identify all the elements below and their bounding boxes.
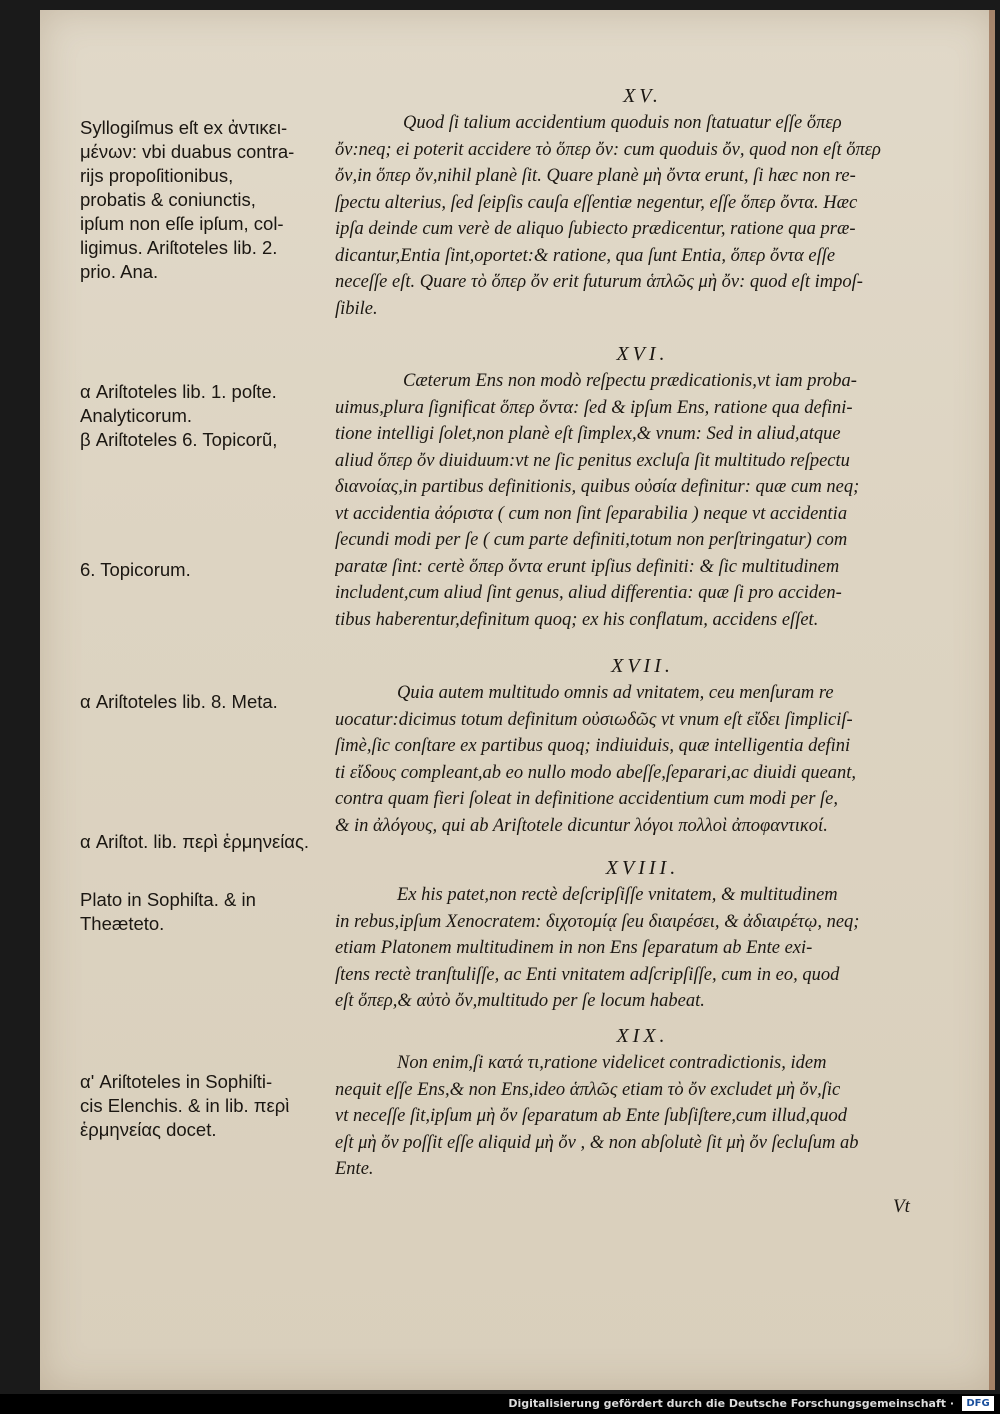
text-line: Ex his patet,non rectè deſcripſiſſe vnitatem, & multitudinem	[397, 885, 838, 905]
text-line: ipſa deinde cum verè de aliquo ſubiecto prædicentur, ratione qua præ-	[335, 219, 856, 239]
text-line: uimus,plura ſignificat ὅπερ ὄντα: ſed & ipſum Ens, ratione qua defini-	[335, 397, 853, 418]
section-heading-xix: XIX.	[616, 1025, 669, 1047]
text-line: tione intelligi ſolet,non planè eſt ſimplex,& vnum: Sed in aliud,atque	[335, 424, 841, 444]
margin-note-elenchis	[80, 1070, 330, 1142]
footer-credit: Digitalisierung gefördert durch die Deutsche Forschungsgemeinschaft ·	[508, 1397, 954, 1410]
text-line: ὄν,in ὅπερ ὄν,nihil planè ſit. Quare planè μὴ ὄντα erunt, ſi hæc non re-	[335, 166, 856, 186]
text-line: ſpectu alterius, ſed ſeipſis cauſa eſſentiæ negentur, eſſe ὅπερ ὄντα. Hæc	[335, 192, 858, 213]
margin-note-hermeneias	[80, 830, 330, 854]
margin-line: Syllogiſmus eſt ex ἀντικει-	[80, 117, 288, 138]
text-line: etiam Platonem multitudinem in non Ens ſeparatum ab Ente exi-	[335, 938, 813, 958]
text-line: contra quam fieri ſoleat in definitione accidentium cum modi per ſe,	[335, 789, 839, 809]
margin-line: α Ariſtot. lib. περὶ ἑρμηνείας.	[80, 831, 310, 852]
section-heading-xvii: XVII.	[611, 655, 674, 677]
text-line: ὄν:neq; ei poterit accidere τὸ ὅπερ ὄν: cum quoduis ὄν, quod non eſt ὅπερ	[335, 139, 881, 160]
section-text-xvii	[335, 680, 950, 839]
section-heading-xviii: XVIII.	[605, 857, 680, 879]
text-line: uocatur:dicimus totum definitum οὐσιωδῶς vt vnum eſt εἴδει ſimpliciſ-	[335, 709, 853, 730]
text-line: ſimè,ſic conſtare ex partibus quoq; indiuiduis, quæ intelligentia defini	[335, 736, 851, 756]
text-line: eſt ὅπερ,& αὐτὸ ὄν,multitudo per ſe locum habeat.	[335, 991, 705, 1011]
footer-bar	[0, 1394, 1000, 1414]
margin-line: Theæteto.	[80, 913, 165, 934]
text-line: neceſſe eſt. Quare τὸ ὅπερ ὄν erit futurum ἁπλῶς μὴ ὄν: quod eſt impoſ-	[335, 272, 863, 292]
section-text-xviii	[335, 882, 950, 1015]
margin-note-topicorum	[80, 558, 330, 582]
margin-line: 6. Topicorum.	[80, 559, 191, 580]
text-line: & in ἀλόγους, qui ab Ariſtotele dicuntur λόγοι πολλοὶ ἀποφαντικοί.	[335, 815, 828, 836]
text-line: Quia autem multitudo omnis ad vnitatem, ceu menſuram re	[397, 683, 834, 703]
text-line: in rebus,ipſum Xenocratem: διχοτομίᾳ ſeu διαιρέσει, & ἀδιαιρέτῳ, neq;	[335, 911, 860, 932]
text-line: tibus haberentur,definitum quoq; ex his conflatum, accidens eſſet.	[335, 609, 819, 630]
text-line: dicantur,Entia ſint,oportet:& ratione, qua ſunt Entia, ὅπερ ὄντα eſſe	[335, 245, 836, 266]
margin-note-plato	[80, 888, 330, 936]
margin-line: α Ariſtoteles lib. 8. Meta.	[80, 691, 278, 712]
text-line: διανοίας,in partibus definitionis, quibus οὐσία definitur: quæ cum neq;	[335, 477, 860, 497]
margin-line: prio. Ana.	[80, 261, 159, 282]
text-line: ſibile.	[335, 298, 378, 319]
text-line: includent,cum aliud ſint genus, aliud differentia: quæ ſi pro acciden-	[335, 583, 842, 603]
catchword: Vt	[893, 1196, 910, 1217]
text-line: vt accidentia ἀόριστα ( cum non ſint ſeparabilia ) neque vt accidentia	[335, 503, 848, 524]
section-heading-xvi: XVI.	[616, 343, 669, 365]
text-line: aliud ὅπερ ὄν diuiduum:vt ne ſic penitus excluſa ſit multitudo reſpectu	[335, 450, 850, 471]
text-line: Ente.	[335, 1159, 374, 1179]
margin-line: ἑρμηνείας docet.	[80, 1119, 217, 1140]
margin-line: Analyticorum.	[80, 405, 193, 426]
margin-note-syllogismus	[80, 116, 330, 284]
margin-line: rijs propoſitionibus,	[80, 165, 234, 186]
text-line: Non enim,ſi κατά τι,ratione videlicet contradictionis, idem	[397, 1053, 827, 1073]
dfg-logo: DFG	[962, 1396, 994, 1411]
text-line: paratæ ſint: certè ὅπερ ὄντα erunt ipſius definiti: & ſic multitudinem	[335, 556, 840, 577]
text-line: eſt μὴ ὄν poſſit eſſe aliquid μὴ ὄν , & non abſolutè ſit μὴ ὄν ſecluſum ab	[335, 1132, 859, 1153]
margin-line: cis Elenchis. & in lib. περὶ	[80, 1095, 290, 1116]
section-heading-xv: XV.	[623, 85, 662, 107]
margin-note-meta	[80, 690, 330, 714]
margin-line: ligimus. Ariſtoteles lib. 2.	[80, 237, 278, 258]
margin-line: β Ariſtoteles 6. Topicorũ,	[80, 429, 278, 450]
margin-line: Plato in Sophiſta. & in	[80, 889, 256, 910]
page-edge	[989, 10, 995, 1390]
margin-line: α' Ariſtoteles in Sophiſti-	[80, 1071, 273, 1092]
section-text-xv	[335, 110, 950, 322]
margin-line: ipſum non eſſe ipſum, col-	[80, 213, 284, 234]
text-line: ti εἴδους compleant,ab eo nullo modo abeſſe,ſeparari,ac diuidi queant,	[335, 762, 857, 783]
text-line: ſtens rectè tranſtuliſſe, ac Enti vnitatem adſcripſiſſe, cum in eo, quod	[335, 964, 840, 985]
text-line: ſecundi modi per ſe ( cum parte definiti,totum non perſtringatur) com	[335, 530, 848, 550]
text-line: nequit eſſe Ens,& non Ens,ideo ἁπλῶς etiam τὸ ὄν excludet μὴ ὄν,ſic	[335, 1079, 841, 1100]
margin-note-analytica	[80, 380, 330, 452]
section-text-xvi	[335, 368, 950, 633]
margin-line: probatis & coniunctis,	[80, 189, 256, 210]
margin-line: μένων: vbi duabus contra-	[80, 141, 295, 162]
section-text-xix	[335, 1050, 950, 1183]
text-line: Quod ſi talium accidentium quoduis non ſtatuatur eſſe ὅπερ	[403, 113, 842, 133]
text-line: vt neceſſe ſit,ipſum μὴ ὄν ſeparatum ab Ente ſubſiſtere,cum illud,quod	[335, 1106, 848, 1126]
margin-line: α Ariſtoteles lib. 1. poſte.	[80, 381, 277, 402]
text-line: Cæterum Ens non modò reſpectu prædicationis,vt iam proba-	[403, 371, 857, 391]
